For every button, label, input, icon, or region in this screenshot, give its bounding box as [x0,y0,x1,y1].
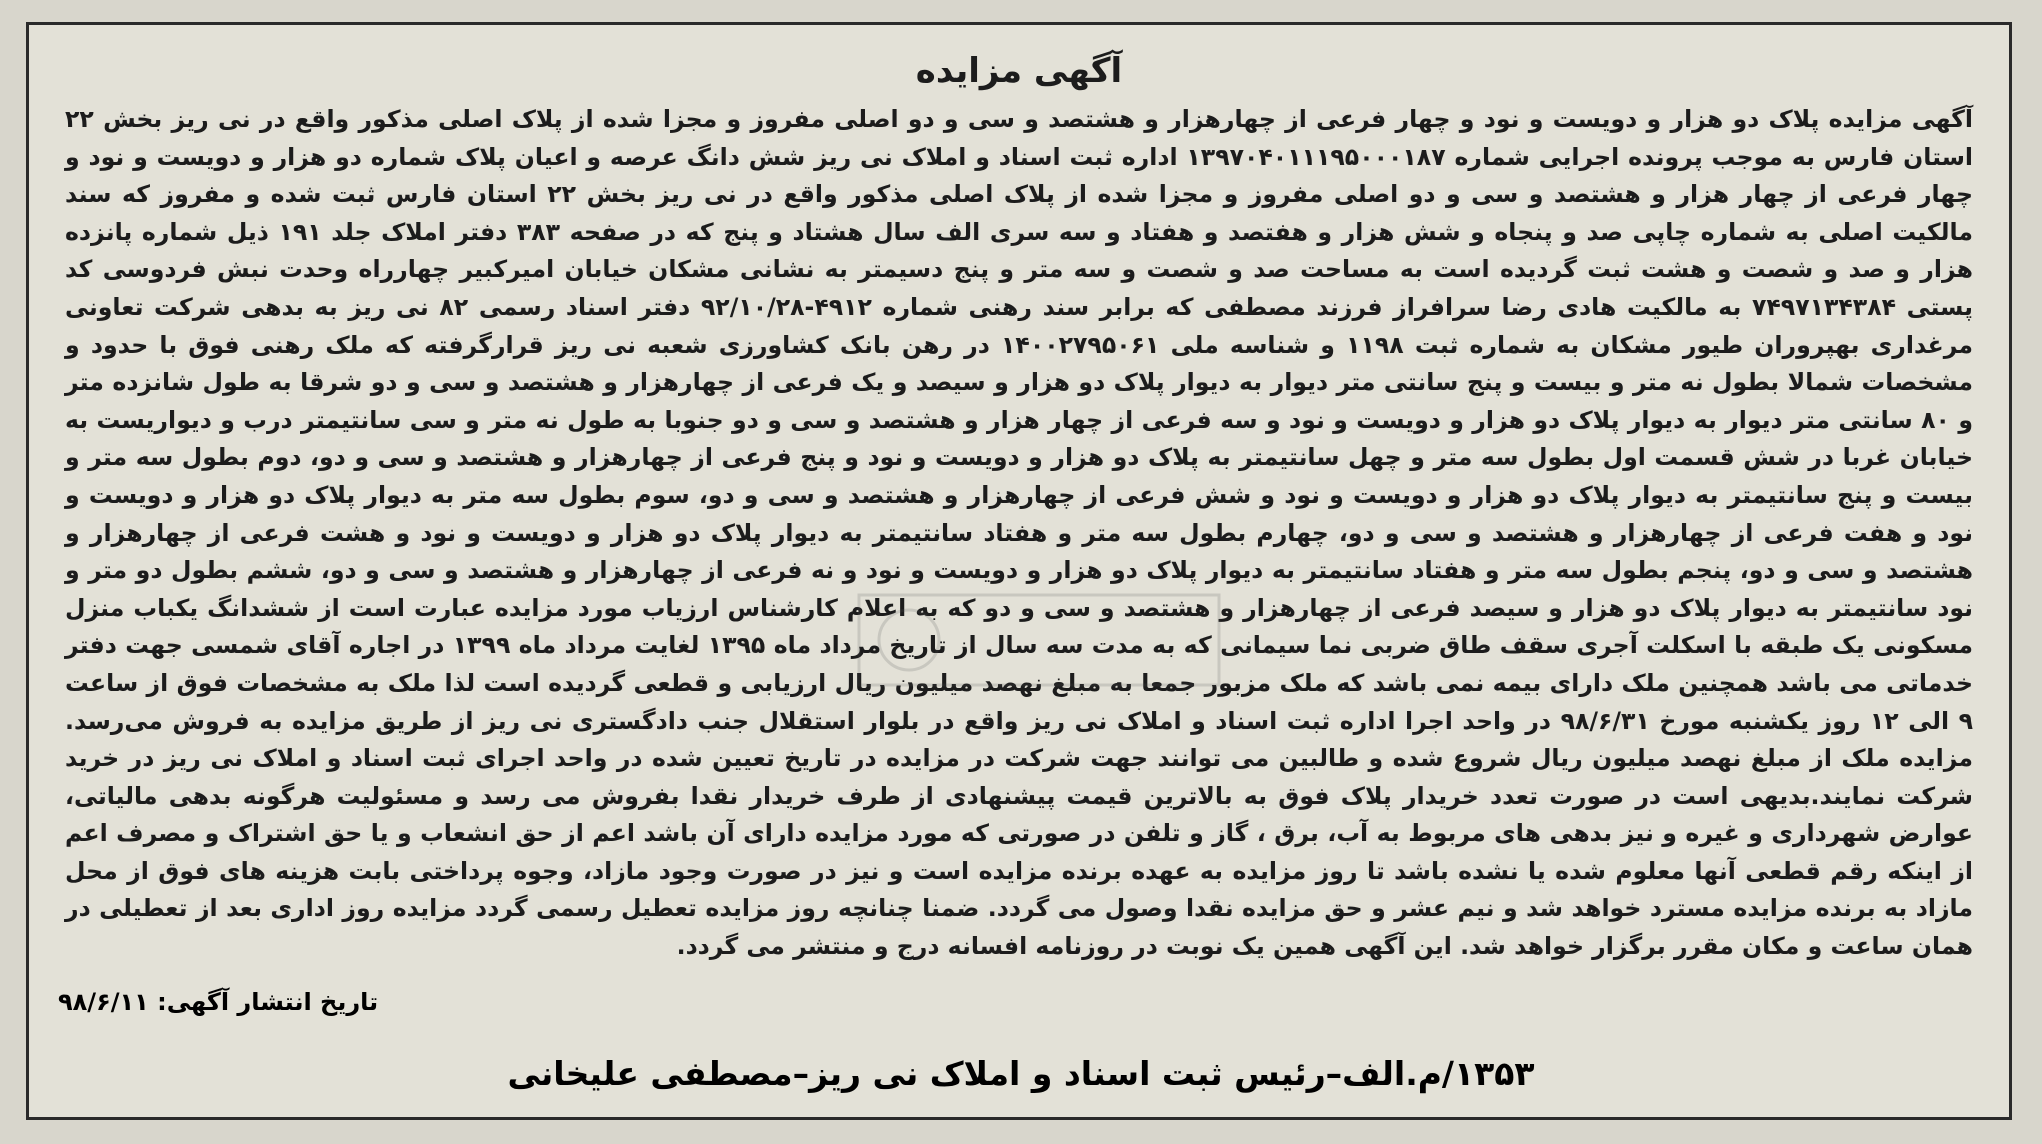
notice-title: آگهی مزایده [915,51,1123,91]
watermark-logo [849,585,1229,695]
publication-date: تاریخ انتشار آگهی: ۹۸/۶/۱۱ [58,988,379,1016]
auction-notice [26,22,2012,1120]
signature-line: ۱۳۵۳/م.الف–رئیس ثبت اسناد و املاک نی ریز–مصطفی علیخانی [507,1054,1535,1093]
notice-body: آگهی مزایده پلاک دو هزار و دویست و نود و چهار فرعی از چهارهزار و هشتصد و سی و دو اصلی مفروز و مجزا شده از پلاک اصلی مذکور واقع در نی ریز بخش ۲۲ استان فارس به موجب پرونده اجرایی شماره ۱۳۹۷۰۴۰۱۱۱۹۵۰۰۰۱۸۷ اداره ثبت اسناد و املاک نی ریز شش دانگ عرصه و اعیان پلاک شماره دو هزار و دویست و نود و چهار فرعی از چهار هزار و هشتصد و سی و دو اصلی مفروز و مجزا شده از پلاک اصلی مذکور واقع در نی ریز بخش ۲۲ استان فارس ثبت شده و مفروز که سند مالکیت اصلی به شماره چاپی صد و پنجاه و شش هزار و هفتصد و هفتاد و سه سری الف سال هشتاد و پنج که در صفحه ۳۸۳ دفتر املاک جلد ۱۹۱ ذیل شماره پانزده هزار و صد و شصت و هشت ثبت گردیده است به مساحت صد و شصت و سه متر و پنج دسیمتر به نشانی مشکان خیابان امیرکبیر چهارراه وحدت نبش فردوسی کد پستی ۷۴۹۷۱۳۴۳۸۴ به مالکیت هادی رضا سرافراز فرزند مصطفی که برابر سند رهنی شماره ۴۹۱۲-۹۲/۱۰/۲۸ دفتر اسناد رسمی ۸۲ نی ریز به بدهی شرکت تعاونی مرغداری بهپروران طیور مشکان به شماره ثبت ۱۱۹۸ و شناسه ملی ۱۴۰۰۲۷۹۵۰۶۱ در رهن بانک کشاورزی شعبه نی ریز قرارگرفته که ملک رهنی فوق با حدود و مشخصات شمالا بطول نه متر و بیست و پنج سانتی متر دیوار به دیوار پلاک دو هزار و سیصد و یک فرعی از چهارهزار و هشتصد و سی و دو شرقا به طول شانزده متر و ۸۰ سانتی متر دیوار به دیوار پلاک دو هزار و دویست و نود و سه فرعی از چهار هزار و هشتصد و سی و دو جنوبا به طول نه متر و سی سانتیمتر درب و دیواریست به خیابان غربا در شش قسمت اول بطول سه متر و چهل سانتیمتر به پلاک دو هزار و دویست و نود و پنج فرعی از چهارهزار و هشتصد و سی و دو، دوم بطول سه متر و بیست و پنج سانتیمتر به دیوار پلاک دو هزار و دویست و نود و شش فرعی از چهارهزار و هشتصد و سی و دو، سوم بطول سه متر به دیوار پلاک دو هزار و دویست و نود و هفت فرعی از چهارهزار و هشتصد و سی و دو، چهارم بطول سه متر و هفتاد سانتیمتر به دیوار پلاک دو هزار و دویست و نود و هشت فرعی از چهارهزار و هشتصد و سی و دو، پنجم بطول سه متر و هفتاد سانتیمتر به دیوار پلاک دو هزار و دویست و نود و نه فرعی از چهارهزار و هشتصد و سی و دو، ششم بطول دو متر و نود سانتیمتر به دیوار پلاک دو هزار و سیصد فرعی از چهارهزار و هشتصد و سی و دو که به اعلام کارشناس ارزیاب مورد مزایده عبارت است از ششدانگ یکباب منزل مسکونی یک طبقه با اسکلت آجری سقف طاق ضربی نما سیمانی که به مدت سه سال از تاریخ مرداد ماه ۱۳۹۵ لغایت مرداد ماه ۱۳۹۹ در اجاره آقای شمسی جهت دفتر خدماتی می باشد همچنین ملک دارای بیمه نمی باشد که ملک مزبور جمعا به مبلغ نهصد میلیون ریال ارزیابی و قطعی گردیده است لذا ملک به مشخصات فوق از ساعت ۹ الی ۱۲ روز یکشنبه مورخ ۹۸/۶/۳۱ در واحد اجرا اداره ثبت اسناد و املاک نی ریز واقع در بلوار استقلال جنب دادگستری نی ریز از طریق مزایده به فروش می‌رسد. مزایده ملک از مبلغ نهصد میلیون ریال شروع شده و طالبین می توانند جهت شرکت در مزایده در تاریخ تعیین شده در واحد اجرای ثبت اسناد و املاک نی ریز در خرید شرکت نمایند.بدیهی است در صورت تعدد خریدار پلاک فوق به بالاترین قیمت پیشنهادی از طرف خریدار نقدا بفروش می رسد و مسئولیت هرگونه بدهی مالیاتی، عوارض شهرداری و غیره و نیز بدهی های مربوط به آب، برق ، گاز و تلفن در صورتی که مورد مزایده دارای آن باشد اعم از حق انشعاب و یا حق اشتراک و مصرف اعم از اینکه رقم قطعی آنها معلوم شده یا نشده باشد تا روز مزایده به عهده برنده مزایده است و نیز در صورت وجود مازاد، وجوه پرداختی بابت هزینه های فوق از محل مازاد به برنده مزایده مسترد خواهد شد و نیم عشر و حق مزایده نقدا وصول می گردد. ضمنا چنانچه روز مزایده تعطیل رسمی گردد مزایده روز اداری بعد از تعطیلی در همان ساعت و مکان مقرر برگزار خواهد شد. این آگهی همین یک نوبت در روزنامه افسانه درج و منتشر می گردد. [65,105,1974,961]
